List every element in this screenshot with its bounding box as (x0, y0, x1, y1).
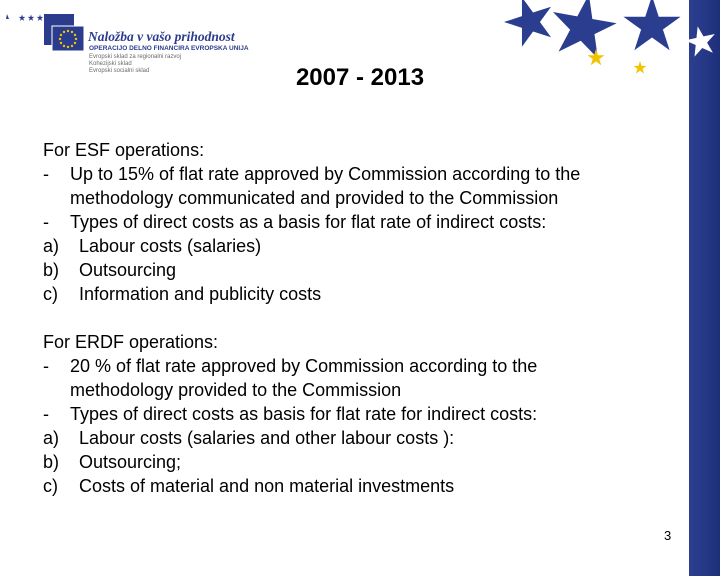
logo-line: Evropski socialni sklad (89, 68, 150, 74)
star-icon (498, 0, 560, 50)
slide-title: 2007 - 2013 (295, 64, 425, 91)
list-text: Types of direct costs as a basis for flat rate of indirect costs: (70, 212, 547, 232)
list-marker: c) (43, 284, 58, 304)
list-item (43, 162, 673, 186)
list-text: methodology provided to the Commission (70, 380, 402, 400)
list-text: methodology communicated and provided to the Commission (70, 188, 559, 208)
eu-flag-icon (0, 0, 90, 78)
eu-logo (0, 0, 249, 78)
list-marker: a) (43, 428, 60, 448)
star-icon (623, 0, 680, 50)
list-text: 20 % of flat rate approved by Commission according to the (70, 356, 538, 376)
list-item (43, 474, 673, 498)
list-item (43, 378, 673, 402)
logo-line: Kohezijski sklad (89, 61, 132, 67)
star-icon (546, 0, 620, 61)
list-marker: - (43, 212, 49, 232)
list-text: Information and publicity costs (79, 284, 322, 304)
list-item (43, 186, 673, 210)
list-item (43, 450, 673, 474)
list-text: Types of direct costs as basis for flat rate for indirect costs: (70, 404, 538, 424)
logo-line: Evropski sklad za regionalni razvoj (89, 54, 182, 60)
list-text: Up to 15% of flat rate approved by Commission according to the (70, 164, 581, 184)
list-text: Costs of material and non material investments (79, 476, 455, 496)
star-icon (689, 23, 719, 58)
star-icon (587, 49, 604, 65)
band-stars (689, 0, 720, 80)
list-item (43, 234, 673, 258)
slide-body (43, 138, 673, 498)
list-marker: - (43, 404, 49, 424)
section-heading-erdf: For ERDF operations: (43, 332, 219, 352)
logo-subtitle: OPERACIJO DELNO FINANCIRA EVROPSKA UNIJA (89, 45, 249, 52)
list-item (43, 282, 673, 306)
list-item (43, 426, 673, 450)
spacer (43, 306, 673, 330)
logo-title: Naložba v vašo prihodnost (88, 29, 235, 44)
list-marker: c) (43, 476, 58, 496)
list-item (43, 354, 673, 378)
list-marker: b) (43, 452, 60, 472)
list-text: Labour costs (salaries and other labour costs ): (79, 428, 455, 448)
list-item (43, 210, 673, 234)
list-marker: - (43, 164, 49, 184)
list-marker: b) (43, 260, 60, 280)
list-text: Outsourcing (79, 260, 177, 280)
star-icon (633, 61, 646, 74)
list-item (43, 402, 673, 426)
list-item (43, 258, 673, 282)
list-text: Outsourcing; (79, 452, 182, 472)
section-heading-esf: For ESF operations: (43, 140, 205, 160)
list-text: Labour costs (salaries) (79, 236, 262, 256)
list-marker: a) (43, 236, 60, 256)
list-marker: - (43, 356, 49, 376)
page-number: 3 (664, 528, 672, 543)
right-decorative-band (689, 0, 720, 576)
